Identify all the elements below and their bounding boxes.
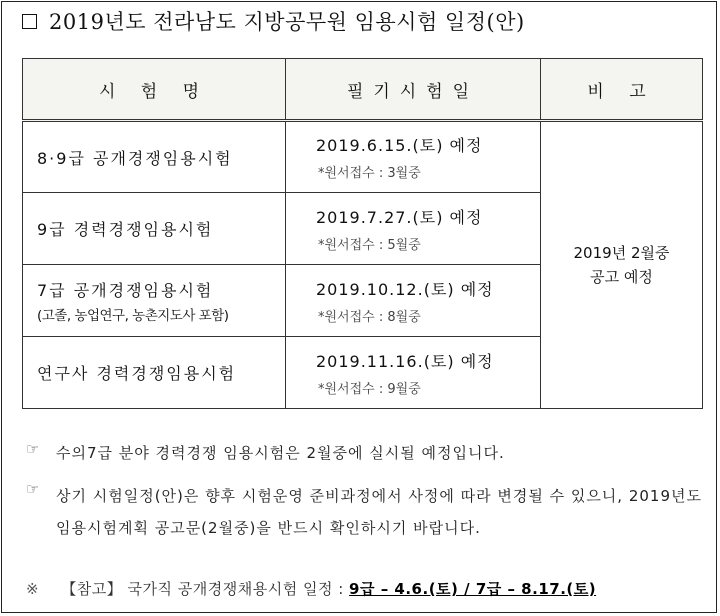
header-exam-name: 시 험 명	[23, 59, 286, 121]
reference-line	[26, 578, 710, 599]
exam-date-cell	[286, 337, 541, 409]
table-header-row	[23, 59, 703, 121]
exam-date: 2019.10.12.(토) 예정	[316, 279, 494, 299]
remarks-cell	[541, 121, 703, 409]
note-item	[26, 480, 706, 544]
exam-date: 2019.6.15.(토) 예정	[316, 136, 483, 155]
reference-label: 【참고】 국가직 공개경쟁채용시험 일정 :	[61, 580, 344, 598]
application-period: *원서접수 : 8월중	[318, 309, 421, 325]
checkbox-icon	[22, 14, 37, 29]
header-written-exam-date: 필기시험일	[286, 59, 541, 121]
exam-date-cell	[286, 193, 541, 265]
remark-line-2: 공고 예정	[590, 268, 653, 286]
exam-name-cell	[23, 193, 286, 265]
page-title-text: 2019년도 전라남도 지방공무원 임용시험 일정(안)	[49, 10, 525, 34]
exam-name: 연구사 경력경쟁임용시험	[37, 364, 237, 383]
pointing-hand-icon: ☞	[26, 480, 41, 498]
note-item	[26, 440, 706, 466]
application-period: *원서접수 : 5월중	[318, 237, 421, 253]
header-remarks: 비 고	[541, 59, 703, 121]
national-exam-schedule: 9급 – 4.6.(토) / 7급 – 8.17.(토)	[349, 580, 597, 598]
exam-date-cell	[286, 121, 541, 193]
exam-name-cell	[23, 337, 286, 409]
page-title	[22, 6, 525, 36]
exam-name-subtitle: (고졸, 농업연구, 농촌지도사 포함)	[37, 307, 229, 324]
exam-date: 2019.11.16.(토) 예정	[316, 351, 494, 371]
exam-name-cell	[23, 121, 286, 193]
note-text: 수의7급 분야 경력경쟁 임용시험은 2월중에 실시될 예정입니다.	[56, 444, 505, 462]
application-period: *원서접수 : 3월중	[318, 166, 421, 181]
application-period: *원서접수 : 9월중	[318, 381, 421, 397]
exam-schedule-table	[22, 58, 703, 409]
pointing-hand-icon: ☞	[26, 440, 41, 458]
notes-section	[26, 440, 706, 558]
reference-mark-icon: ※	[26, 580, 40, 598]
exam-date-cell	[286, 265, 541, 337]
exam-date: 2019.7.27.(토) 예정	[316, 207, 483, 227]
exam-name: 8·9급 공개경쟁임용시험	[37, 148, 233, 168]
exam-name: 9급 경력경쟁임용시험	[37, 220, 214, 239]
table-row	[23, 121, 703, 193]
note-text: 상기 시험일정(안)은 향후 시험운영 준비과정에서 사정에 따라 변경될 수 있으니, 2019년도 임용시험계획 공고문(2월중)을 반드시 확인하시기 바랍니다.	[56, 487, 702, 537]
exam-name-cell	[23, 265, 286, 337]
exam-name: 7급 공개경쟁임용시험	[37, 280, 214, 300]
remark-line-1: 2019년 2월중	[573, 244, 670, 262]
